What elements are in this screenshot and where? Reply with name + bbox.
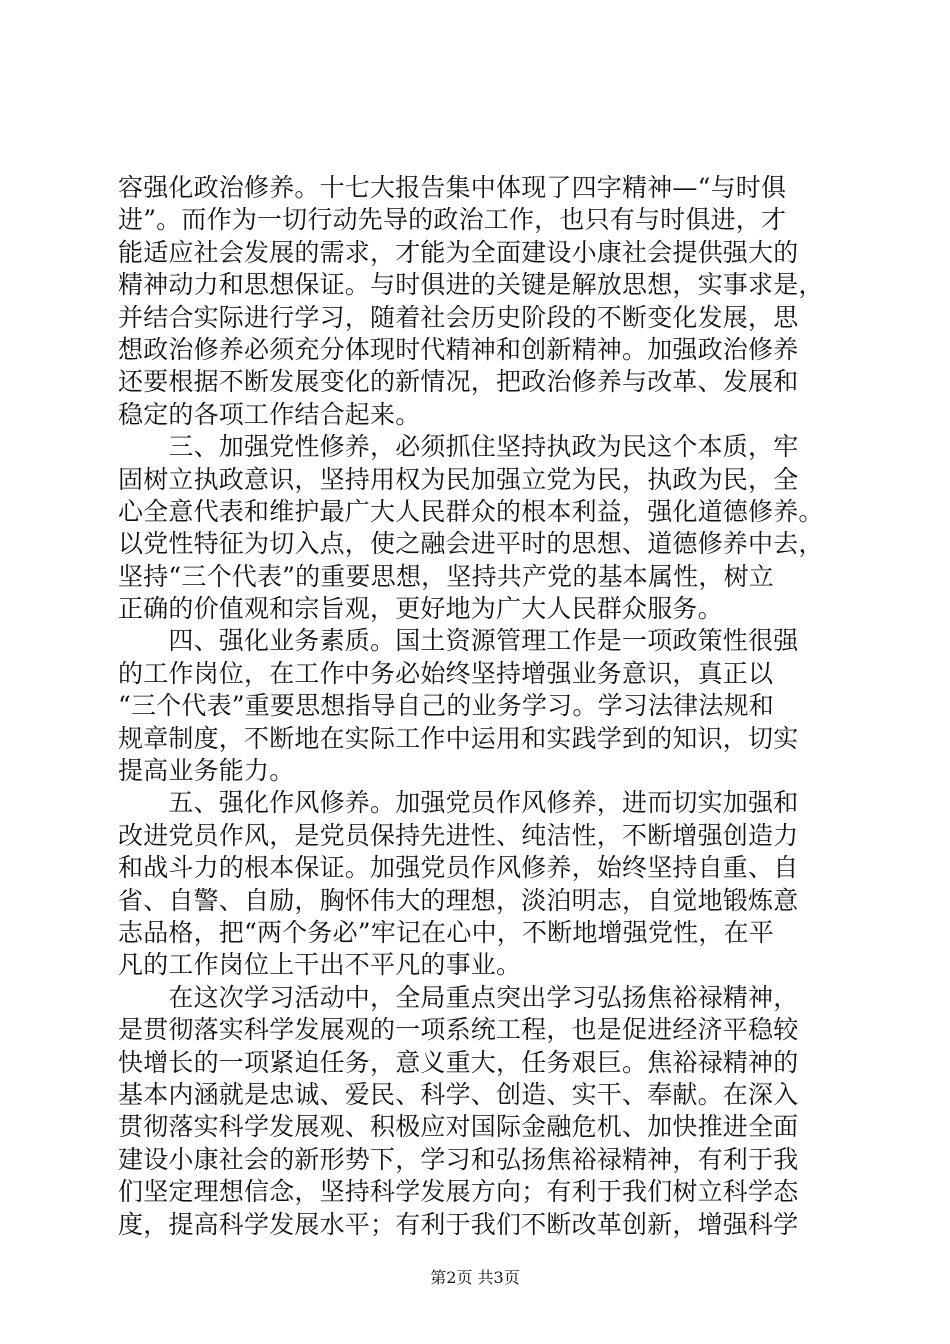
text-line: 固树立执政意识，坚持用权为民加强立党为民，执政为民，全 <box>118 464 799 494</box>
text-line: 快增长的一项紧迫任务，意义重大，任务艰巨。焦裕禄精神的 <box>118 1047 799 1077</box>
text-line: 改进党员作风，是党员保持先进性、纯洁性，不断增强创造力 <box>118 820 799 850</box>
text-line: 在这次学习活动中，全局重点突出学习弘扬焦裕禄精神， <box>118 982 799 1012</box>
page-number-footer: 第2页 共3页 <box>430 1268 520 1287</box>
text-line: 们坚定理想信念，坚持科学发展方向；有利于我们树立科学态 <box>118 1177 799 1207</box>
text-line: 心全意代表和维护最广大人民群众的根本利益，强化道德修养。 <box>118 496 824 526</box>
text-line: 三、加强党性修养，必须抓住坚持执政为民这个本质，牢 <box>118 432 799 462</box>
body-text <box>118 172 838 1241</box>
text-line: 贯彻落实科学发展观、积极应对国际金融危机、加快推进全面 <box>118 1112 799 1142</box>
text-line: 规章制度，不断地在实际工作中运用和实践学到的知识，切实 <box>118 723 799 753</box>
text-line: 坚持“三个代表”的重要思想，坚持共产党的基本属性，树立 <box>118 561 774 591</box>
text-line: 以党性特征为切入点，使之融会进平时的思想、道德修养中去， <box>118 529 824 559</box>
text-line: 和战斗力的根本保证。加强党员作风修养，始终坚持自重、自 <box>118 853 799 883</box>
text-line: 并结合实际进行学习，随着社会历史阶段的不断变化发展，思 <box>118 302 799 332</box>
text-line: 基本内涵就是忠诚、爱民、科学、创造、实干、奉献。在深入 <box>118 1079 799 1109</box>
text-line: “三个代表”重要思想指导自己的业务学习。学习法律法规和 <box>118 691 774 721</box>
text-line: 提高业务能力。 <box>118 756 295 786</box>
text-line: 建设小康社会的新形势下，学习和弘扬焦裕禄精神，有利于我 <box>118 1144 799 1174</box>
text-line: 正确的价值观和宗旨观，更好地为广大人民群众服务。 <box>118 594 723 624</box>
text-line: 四、强化业务素质。国土资源管理工作是一项政策性很强 <box>118 626 799 656</box>
text-line: 进”。而作为一切行动先导的政治工作，也只有与时俱进，才 <box>118 205 787 235</box>
text-line: 还要根据不断发展变化的新情况，把政治修养与改革、发展和 <box>118 367 799 397</box>
text-line: 精神动力和思想保证。与时俱进的关键是解放思想，实事求是， <box>118 270 824 300</box>
text-line: 稳定的各项工作结合起来。 <box>118 399 421 429</box>
text-line: 的工作岗位，在工作中务必始终坚持增强业务意识，真正以 <box>118 658 774 688</box>
text-line: 想政治修养必须充分体现时代精神和创新精神。加强政治修养 <box>118 334 799 364</box>
text-line: 志品格，把“两个务必”牢记在心中，不断地增强党性，在平 <box>118 917 774 947</box>
text-line: 凡的工作岗位上干出不平凡的事业。 <box>118 950 522 980</box>
text-line: 五、强化作风修养。加强党员作风修养，进而切实加强和 <box>118 788 799 818</box>
text-line: 省、自警、自励，胸怀伟大的理想，淡泊明志，自觉地锻炼意 <box>118 885 799 915</box>
text-line: 能适应社会发展的需求，才能为全面建设小康社会提供强大的 <box>118 237 799 267</box>
text-line: 度，提高科学发展水平；有利于我们不断改革创新，增强科学 <box>118 1209 799 1239</box>
text-line: 是贯彻落实科学发展观的一项系统工程，也是促进经济平稳较 <box>118 1015 799 1045</box>
text-line: 容强化政治修养。十七大报告集中体现了四字精神—“与时俱 <box>118 173 787 202</box>
